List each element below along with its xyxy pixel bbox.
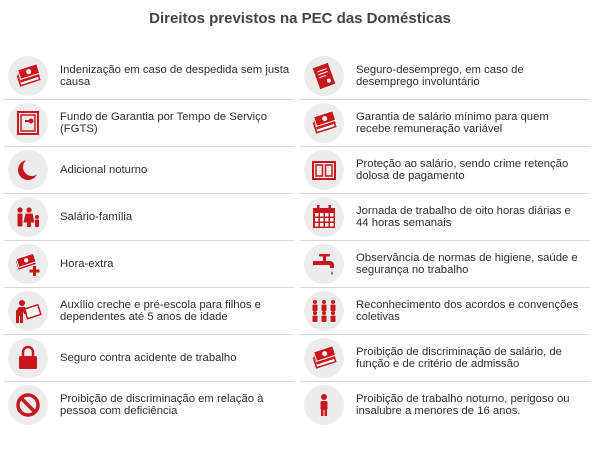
list-item xyxy=(4,241,294,288)
family-icon xyxy=(14,203,42,231)
list-item xyxy=(4,147,294,194)
money-plus-icon xyxy=(14,250,42,278)
list-item xyxy=(4,335,294,382)
item-label: Proteção ao salário, sendo crime retenção dolosa de pagamento xyxy=(356,157,569,182)
list-item xyxy=(300,53,590,100)
item-label: Seguro-desemprego, em caso de desemprego involuntário xyxy=(356,63,524,88)
person-icon xyxy=(310,391,338,419)
item-label: Indenização em caso de despedida sem justa causa xyxy=(60,63,290,88)
moon-icon xyxy=(14,156,42,184)
list-item xyxy=(300,194,590,241)
list-item xyxy=(300,147,590,194)
item-label: Proibição de discriminação de salário, de função e de critério de admissão xyxy=(356,345,562,370)
faucet-icon xyxy=(310,250,338,278)
item-label: Auxílio creche e pré-escola para filhos e dependentes até 5 anos de idade xyxy=(60,298,261,323)
item-label: Proibição de trabalho noturno, perigoso ou insalubre a menores de 16 anos. xyxy=(356,392,570,417)
lock-icon xyxy=(14,344,42,372)
page-title: Direitos previstos na PEC das Domésticas xyxy=(149,10,451,27)
item-label: Reconhecimento dos acordos e convenções coletivas xyxy=(356,298,579,323)
calendar-icon xyxy=(310,203,338,231)
list-item xyxy=(4,194,294,241)
list-item xyxy=(4,288,294,335)
right-column xyxy=(300,53,590,428)
item-label: Seguro contra acidente de trabalho xyxy=(60,351,237,364)
list-item xyxy=(300,382,590,428)
list-item xyxy=(4,382,294,428)
list-item xyxy=(300,100,590,147)
item-label: Salário-família xyxy=(60,210,133,223)
item-label: Garantia de salário mínimo para quem recebe remuneração variável xyxy=(356,110,549,135)
money-stack-icon xyxy=(14,62,42,90)
item-label: Hora-extra xyxy=(60,257,114,270)
group-icon xyxy=(310,297,338,325)
list-item xyxy=(4,100,294,147)
list-item xyxy=(4,53,294,100)
document-icon xyxy=(310,62,338,90)
item-label: Observância de normas de higiene, saúde e segurança no trabalho xyxy=(356,251,578,276)
left-column xyxy=(4,53,294,428)
list-item xyxy=(300,335,590,382)
prohibition-icon xyxy=(14,391,42,419)
item-label: Adicional noturno xyxy=(60,163,148,176)
list-item xyxy=(300,288,590,335)
money-stack-icon xyxy=(310,109,338,137)
item-label: Proibição de discriminação em relação à pessoa com deficiência xyxy=(60,392,264,417)
safe-icon xyxy=(14,109,42,137)
wallet-icon xyxy=(310,156,338,184)
list-item xyxy=(300,241,590,288)
item-label: Jornada de trabalho de oito horas diárias e 44 horas semanais xyxy=(356,204,571,229)
item-label: Fundo de Garantia por Tempo de Serviço (FGTS) xyxy=(60,110,268,135)
child-school-icon xyxy=(14,297,42,325)
money-stack-icon xyxy=(310,344,338,372)
